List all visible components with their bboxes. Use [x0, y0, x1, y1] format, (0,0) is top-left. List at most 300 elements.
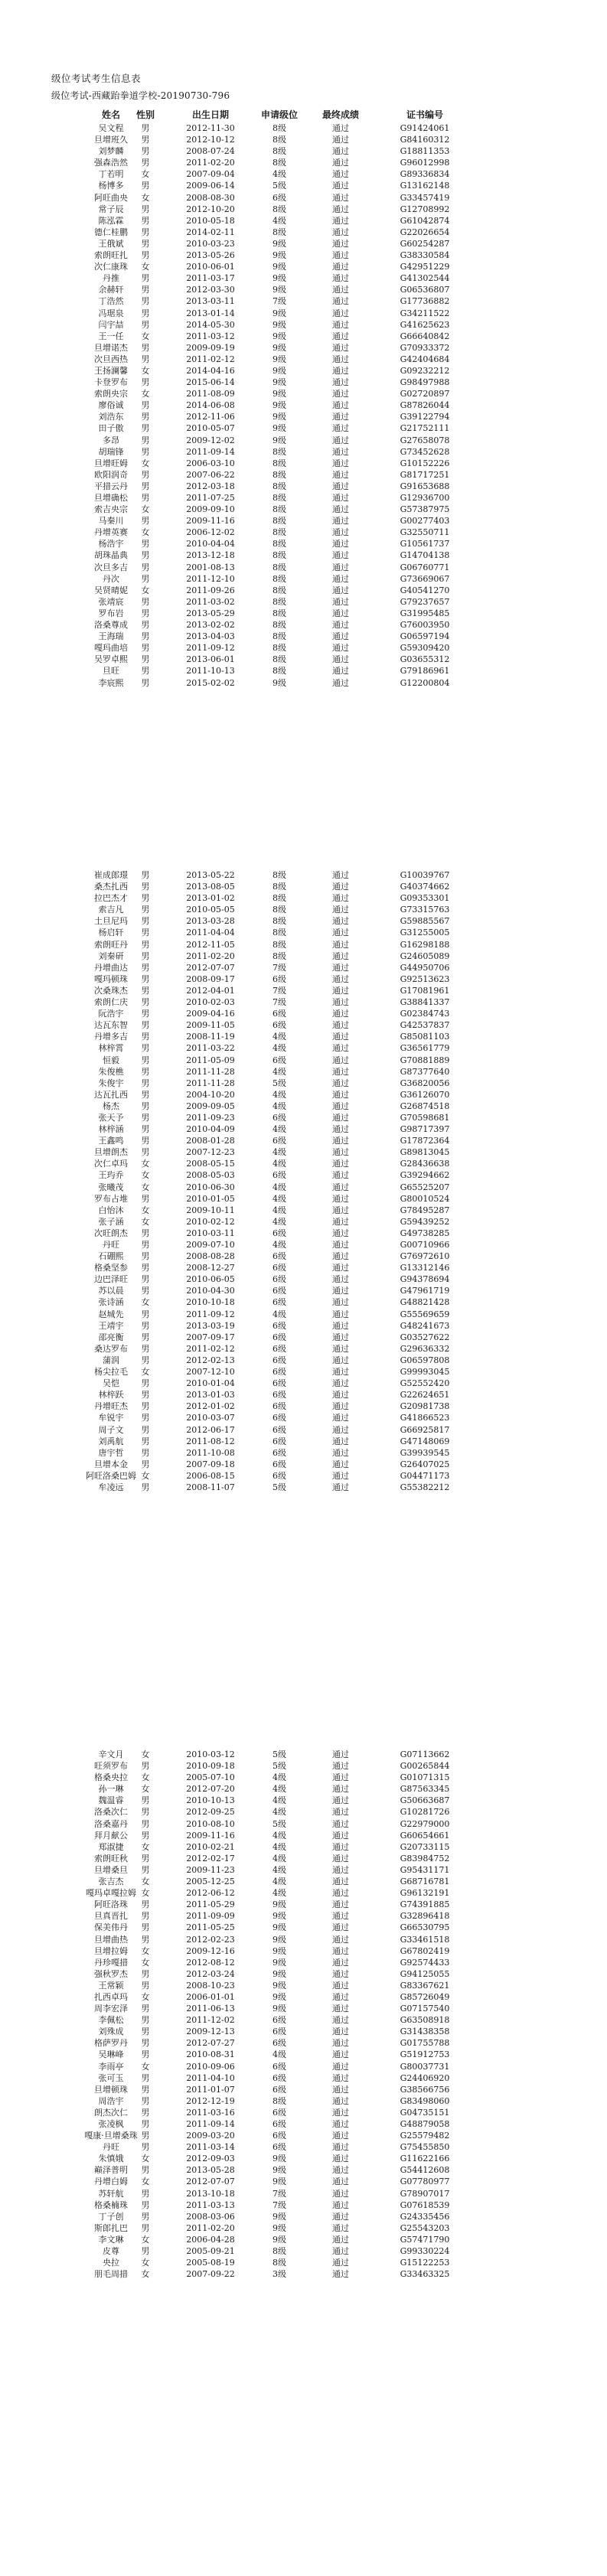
table-row [0, 134, 607, 145]
cell-result: 通过 [332, 2107, 349, 2118]
cell-level: 9级 [272, 250, 286, 261]
cell-result: 通过 [332, 2038, 349, 2049]
cell-result: 通过 [332, 1320, 349, 1331]
table-row [0, 1008, 607, 1019]
cell-sex: 男 [141, 1078, 150, 1088]
cell-birthdate: 2009-03-20 [186, 2131, 235, 2141]
cell-result: 通过 [332, 562, 349, 572]
cell-level: 8级 [272, 916, 286, 927]
cell-name: 刘殊成 [98, 2027, 124, 2037]
cell-certificate: G99330224 [400, 2246, 450, 2257]
cell-birthdate: 2010-02-21 [186, 1841, 235, 1852]
table-row [0, 1332, 607, 1343]
cell-level: 9级 [272, 319, 286, 330]
cell-result: 通过 [332, 342, 349, 353]
cell-birthdate: 2011-05-29 [186, 1899, 235, 1910]
cell-birthdate: 2008-01-28 [186, 1136, 235, 1146]
table-row [0, 527, 607, 538]
cell-certificate: G26407025 [400, 1459, 450, 1469]
cell-result: 通过 [332, 285, 349, 295]
cell-certificate: G26874518 [400, 1101, 450, 1111]
cell-sex: 男 [141, 1332, 150, 1342]
cell-certificate: G59309420 [400, 643, 450, 654]
cell-sex: 男 [141, 1355, 150, 1365]
cell-level: 8级 [272, 573, 286, 584]
cell-birthdate: 2009-09-05 [186, 1101, 235, 1111]
cell-name: 赵城先 [98, 1309, 124, 1319]
cell-certificate: G24605089 [400, 951, 450, 961]
cell-name: 周浩宇 [98, 2095, 124, 2106]
cell-level: 8级 [272, 882, 286, 892]
table-row [0, 2061, 607, 2072]
cell-name: 王常颖 [98, 1980, 124, 1991]
table-row [0, 204, 607, 215]
cell-certificate: G92513623 [400, 973, 450, 984]
table-row [0, 1424, 607, 1436]
cell-sex: 男 [141, 435, 150, 445]
cell-level: 8级 [272, 870, 286, 880]
cell-level: 9级 [272, 342, 286, 353]
cell-birthdate: 2010-06-30 [186, 1182, 235, 1192]
cell-birthdate: 2012-03-18 [186, 481, 235, 491]
cell-sex: 女 [141, 331, 150, 341]
cell-sex: 男 [141, 204, 150, 214]
cell-sex: 女 [141, 1945, 150, 1956]
cell-birthdate: 2008-11-07 [186, 1482, 235, 1492]
cell-level: 4级 [272, 1205, 286, 1215]
table-row [0, 2003, 607, 2014]
table-row [0, 1830, 607, 1841]
cell-certificate: G87377640 [400, 1066, 450, 1077]
cell-result: 通过 [332, 1841, 349, 1852]
cell-result: 通过 [332, 1078, 349, 1088]
table-row [0, 1412, 607, 1423]
cell-sex: 男 [141, 1240, 150, 1250]
cell-result: 通过 [332, 1112, 349, 1123]
cell-sex: 女 [141, 262, 150, 272]
cell-birthdate: 2011-08-12 [186, 1436, 235, 1446]
cell-sex: 男 [141, 146, 150, 157]
cell-birthdate: 2010-03-11 [186, 1228, 235, 1238]
table-row [0, 904, 607, 915]
cell-name: 李雨亭 [98, 2061, 124, 2072]
cell-name: 平措云丹 [94, 481, 128, 491]
cell-certificate: G06597808 [400, 1355, 450, 1365]
table-row [0, 1146, 607, 1158]
cell-result: 通过 [332, 412, 349, 422]
cell-birthdate: 2010-05-07 [186, 423, 235, 434]
cell-birthdate: 2010-05-18 [186, 215, 235, 226]
cell-result: 通过 [332, 893, 349, 904]
cell-level: 4级 [272, 1043, 286, 1054]
cell-sex: 女 [141, 1877, 150, 1887]
cell-result: 通过 [332, 1413, 349, 1423]
cell-name: 林梓霄 [98, 1043, 124, 1054]
cell-certificate: G31438358 [400, 2027, 450, 2037]
cell-certificate: G06597194 [400, 631, 450, 642]
cell-certificate: G70933372 [400, 342, 450, 353]
header-sex: 性别 [135, 109, 155, 120]
table-row [0, 354, 607, 365]
cell-level: 6级 [272, 1055, 286, 1065]
cell-certificate: G47148069 [400, 1436, 450, 1446]
cell-sex: 男 [141, 215, 150, 226]
cell-certificate: G34211522 [400, 308, 450, 318]
table-row [0, 481, 607, 492]
cell-birthdate: 2007-12-10 [186, 1367, 235, 1378]
cell-birthdate: 2010-08-31 [186, 2049, 235, 2060]
cell-certificate: G99993045 [400, 1367, 450, 1378]
cell-birthdate: 2011-09-09 [186, 1911, 235, 1922]
cell-sex: 男 [141, 905, 150, 915]
table-row [0, 2234, 607, 2245]
cell-sex: 男 [141, 1968, 150, 1979]
cell-birthdate: 2010-08-10 [186, 1818, 235, 1829]
cell-level: 6级 [272, 1355, 286, 1365]
cell-birthdate: 2011-03-02 [186, 596, 235, 607]
cell-result: 通过 [332, 1286, 349, 1296]
cell-certificate: G95431171 [400, 1864, 450, 1875]
cell-certificate: G42537837 [400, 1020, 450, 1031]
cell-sex: 男 [141, 654, 150, 665]
cell-certificate: G07113662 [400, 1749, 450, 1759]
cell-certificate: G60254287 [400, 238, 450, 249]
cell-certificate: G67802419 [400, 1945, 450, 1956]
table-row [0, 631, 607, 642]
table-row [0, 677, 607, 689]
cell-result: 通过 [332, 135, 349, 145]
cell-sex: 男 [141, 1032, 150, 1042]
cell-name: 吴恺 [103, 1378, 119, 1389]
table-row [0, 1818, 607, 1830]
cell-certificate: G54412608 [400, 2165, 450, 2176]
cell-certificate: G78495287 [400, 1205, 450, 1215]
header-name: 姓名 [101, 109, 120, 120]
cell-birthdate: 2013-01-02 [186, 893, 235, 904]
cell-level: 4级 [272, 1089, 286, 1100]
cell-certificate: G15122253 [400, 2258, 450, 2268]
cell-level: 9级 [272, 1934, 286, 1945]
cell-result: 通过 [332, 181, 349, 191]
cell-result: 通过 [332, 1343, 349, 1354]
cell-result: 通过 [332, 2258, 349, 2268]
header-certificate: 证书编号 [406, 109, 443, 120]
table-row [0, 881, 607, 892]
table-row [0, 973, 607, 985]
cell-level: 5级 [272, 1078, 286, 1088]
cell-level: 9级 [272, 2234, 286, 2245]
cell-result: 通过 [332, 1749, 349, 1759]
cell-name: 索朗央宗 [94, 389, 128, 399]
cell-sex: 男 [141, 493, 150, 503]
cell-certificate: G66925817 [400, 1424, 450, 1435]
cell-level: 4级 [272, 1841, 286, 1852]
cell-sex: 男 [141, 2142, 150, 2153]
table-row [0, 1887, 607, 1899]
cell-sex: 男 [141, 446, 150, 457]
cell-level: 4级 [272, 1193, 286, 1204]
cell-sex: 女 [141, 1784, 150, 1795]
table-row [0, 1957, 607, 1968]
cell-birthdate: 2008-12-27 [186, 1263, 235, 1273]
table-row [0, 608, 607, 619]
cell-sex: 男 [141, 1286, 150, 1296]
cell-result: 通过 [332, 1332, 349, 1342]
cell-birthdate: 2013-01-03 [186, 1390, 235, 1400]
cell-result: 通过 [332, 2131, 349, 2141]
cell-level: 7级 [272, 2188, 286, 2199]
cell-level: 7级 [272, 985, 286, 996]
cell-birthdate: 2006-08-15 [186, 1470, 235, 1481]
cell-name: 旦增朗杰 [94, 1147, 128, 1158]
table-row [0, 1482, 607, 1493]
cell-sex: 男 [141, 1343, 150, 1354]
cell-name: 杨浩宇 [98, 539, 124, 549]
table-row [0, 458, 607, 469]
cell-birthdate: 2015-02-02 [186, 677, 235, 688]
cell-birthdate: 2010-10-13 [186, 1795, 235, 1806]
cell-result: 通过 [332, 262, 349, 272]
cell-sex: 男 [141, 181, 150, 191]
cell-sex: 男 [141, 1459, 150, 1469]
cell-result: 通过 [332, 2211, 349, 2222]
cell-birthdate: 2009-11-05 [186, 1020, 235, 1031]
cell-certificate: G33463325 [400, 2269, 450, 2280]
cell-result: 通过 [332, 481, 349, 491]
cell-level: 8级 [272, 469, 286, 480]
cell-birthdate: 2012-01-02 [186, 1401, 235, 1412]
cell-sex: 男 [141, 1089, 150, 1100]
cell-level: 8级 [272, 654, 286, 665]
table-row [0, 145, 607, 157]
cell-birthdate: 2012-03-24 [186, 1968, 235, 1979]
cell-birthdate: 2011-05-25 [186, 1922, 235, 1933]
table-row [0, 2130, 607, 2141]
cell-name: 皮尊 [103, 2246, 119, 2257]
table-row [0, 1042, 607, 1054]
cell-name: 索朗旺秋 [94, 1853, 128, 1864]
cell-certificate: G00710966 [400, 1240, 450, 1250]
cell-certificate: G28436638 [400, 1159, 450, 1169]
cell-sex: 女 [141, 2258, 150, 2268]
cell-level: 7级 [272, 296, 286, 307]
cell-certificate: G55569659 [400, 1309, 450, 1319]
cell-name: 刘秦研 [98, 951, 124, 961]
table-row [0, 1980, 607, 1991]
cell-result: 通过 [332, 951, 349, 961]
table-row [0, 157, 607, 168]
cell-result: 通过 [332, 1101, 349, 1111]
table-row [0, 215, 607, 227]
cell-sex: 男 [141, 1066, 150, 1077]
table-row [0, 2049, 607, 2060]
cell-result: 通过 [332, 1807, 349, 1818]
cell-name: 德仁桂鹏 [94, 227, 128, 237]
cell-certificate: G03527622 [400, 1332, 450, 1342]
cell-sex: 女 [141, 1470, 150, 1481]
table-row [0, 619, 607, 631]
cell-certificate: G80010524 [400, 1193, 450, 1204]
cell-certificate: G92574433 [400, 1957, 450, 1968]
cell-name: 丁浩然 [98, 296, 124, 307]
cell-level: 8级 [272, 539, 286, 549]
cell-name: 李宸熙 [98, 677, 124, 688]
cell-certificate: G06536807 [400, 285, 450, 295]
cell-sex: 男 [141, 1147, 150, 1158]
cell-birthdate: 2010-04-04 [186, 539, 235, 549]
cell-result: 通过 [332, 1390, 349, 1400]
cell-certificate: G52552420 [400, 1378, 450, 1389]
cell-result: 通过 [332, 377, 349, 388]
cell-sex: 男 [141, 158, 150, 168]
cell-level: 9级 [272, 1922, 286, 1933]
cell-sex: 男 [141, 2119, 150, 2129]
cell-name: 牟锐宇 [98, 1413, 124, 1423]
cell-level: 6级 [272, 973, 286, 984]
cell-birthdate: 2013-05-26 [186, 250, 235, 261]
cell-level: 6级 [272, 2038, 286, 2049]
table-row [0, 2257, 607, 2268]
cell-certificate: G38566756 [400, 2084, 450, 2095]
cell-result: 通过 [332, 158, 349, 168]
cell-certificate: G14704138 [400, 550, 450, 561]
cell-sex: 女 [141, 1367, 150, 1378]
cell-birthdate: 2013-12-18 [186, 550, 235, 561]
cell-name: 达瓦东智 [94, 1020, 128, 1031]
cell-level: 6级 [272, 1274, 286, 1285]
cell-birthdate: 2011-02-12 [186, 1343, 235, 1354]
cell-certificate: G24335456 [400, 2211, 450, 2222]
table-row [0, 342, 607, 354]
cell-sex: 男 [141, 516, 150, 527]
cell-sex: 女 [141, 585, 150, 595]
table-header [0, 107, 607, 122]
cell-sex: 女 [141, 1182, 150, 1192]
cell-sex: 男 [141, 296, 150, 307]
cell-name: 刘禹航 [98, 1436, 124, 1446]
table-row [0, 1182, 607, 1193]
table-row [0, 1239, 607, 1251]
cell-sex: 男 [141, 677, 150, 688]
cell-name: 朗杰次仁 [94, 2107, 128, 2118]
cell-level: 6级 [272, 1470, 286, 1481]
cell-result: 通过 [332, 308, 349, 318]
cell-level: 8级 [272, 458, 286, 468]
cell-certificate: G85726049 [400, 1991, 450, 2002]
cell-birthdate: 2005-07-10 [186, 1772, 235, 1783]
cell-sex: 男 [141, 377, 150, 388]
table-row [0, 1169, 607, 1181]
table-block-2 [0, 869, 607, 1493]
cell-sex: 男 [141, 643, 150, 654]
cell-name: 旦真晋扎 [94, 1911, 128, 1922]
cell-sex: 男 [141, 1124, 150, 1135]
cell-sex: 女 [141, 389, 150, 399]
cell-result: 通过 [332, 2177, 349, 2187]
table-row [0, 1273, 607, 1285]
cell-result: 通过 [332, 2222, 349, 2233]
cell-birthdate: 2012-06-17 [186, 1424, 235, 1435]
cell-birthdate: 2011-09-14 [186, 446, 235, 457]
cell-sex: 男 [141, 1055, 150, 1065]
cell-birthdate: 2011-03-12 [186, 331, 235, 341]
cell-name: 丹增多吉 [94, 1032, 128, 1042]
cell-sex: 男 [141, 123, 150, 133]
cell-birthdate: 2008-11-19 [186, 1032, 235, 1042]
table-row [0, 1296, 607, 1308]
cell-name: 胡瑞锋 [98, 446, 124, 457]
cell-birthdate: 2012-07-07 [186, 962, 235, 973]
table-row [0, 1910, 607, 1922]
table-row [0, 1806, 607, 1818]
cell-name: 旦增桑旦 [94, 1864, 128, 1875]
cell-birthdate: 2009-06-14 [186, 181, 235, 191]
cell-level: 9级 [272, 262, 286, 272]
cell-level: 6级 [272, 1367, 286, 1378]
cell-result: 通过 [332, 1309, 349, 1319]
cell-sex: 男 [141, 342, 150, 353]
cell-certificate: G83498060 [400, 2095, 450, 2106]
cell-level: 8级 [272, 446, 286, 457]
cell-sex: 男 [141, 1447, 150, 1458]
cell-birthdate: 2012-02-17 [186, 1853, 235, 1864]
cell-level: 8级 [272, 928, 286, 938]
cell-birthdate: 2006-04-28 [186, 2234, 235, 2245]
cell-birthdate: 2011-09-26 [186, 585, 235, 595]
table-row [0, 1853, 607, 1864]
cell-birthdate: 2011-09-14 [186, 2119, 235, 2129]
cell-birthdate: 2009-09-19 [186, 342, 235, 353]
cell-certificate: G57387975 [400, 504, 450, 515]
cell-certificate: G25543203 [400, 2222, 450, 2233]
cell-birthdate: 2011-02-20 [186, 2222, 235, 2233]
cell-certificate: G36126070 [400, 1089, 450, 1100]
cell-name: 嘎玛曲培 [94, 643, 128, 654]
cell-name: 魏温睿 [98, 1795, 124, 1806]
table-row [0, 1355, 607, 1366]
cell-certificate: G51912753 [400, 2049, 450, 2060]
table-row [0, 422, 607, 434]
table-row [0, 1089, 607, 1101]
cell-sex: 男 [141, 2084, 150, 2095]
cell-certificate: G48821428 [400, 1297, 450, 1308]
cell-level: 4级 [272, 1066, 286, 1077]
cell-result: 通过 [332, 1032, 349, 1042]
cell-result: 通过 [332, 666, 349, 677]
cell-certificate: G63508918 [400, 2015, 450, 2026]
cell-name: 王鑫鸣 [98, 1136, 124, 1146]
table-row [0, 319, 607, 331]
cell-name: 丹珍嘎措 [94, 1957, 128, 1968]
cell-level: 9级 [272, 677, 286, 688]
cell-name: 格桑坚参 [94, 1263, 128, 1273]
cell-birthdate: 2011-03-16 [186, 2107, 235, 2118]
table-row [0, 985, 607, 996]
cell-result: 通过 [332, 238, 349, 249]
cell-sex: 男 [141, 1136, 150, 1146]
cell-birthdate: 2012-12-19 [186, 2095, 235, 2106]
cell-level: 8级 [272, 146, 286, 157]
cell-name: 吴贤晴妮 [94, 585, 128, 595]
table-row [0, 1864, 607, 1876]
document-title: 级位考试考生信息表 [51, 73, 142, 84]
table-row [0, 1193, 607, 1205]
cell-result: 通过 [332, 493, 349, 503]
cell-certificate: G01755788 [400, 2038, 450, 2049]
cell-level: 8级 [272, 481, 286, 491]
cell-sex: 女 [141, 1991, 150, 2002]
cell-certificate: G36561779 [400, 1043, 450, 1054]
